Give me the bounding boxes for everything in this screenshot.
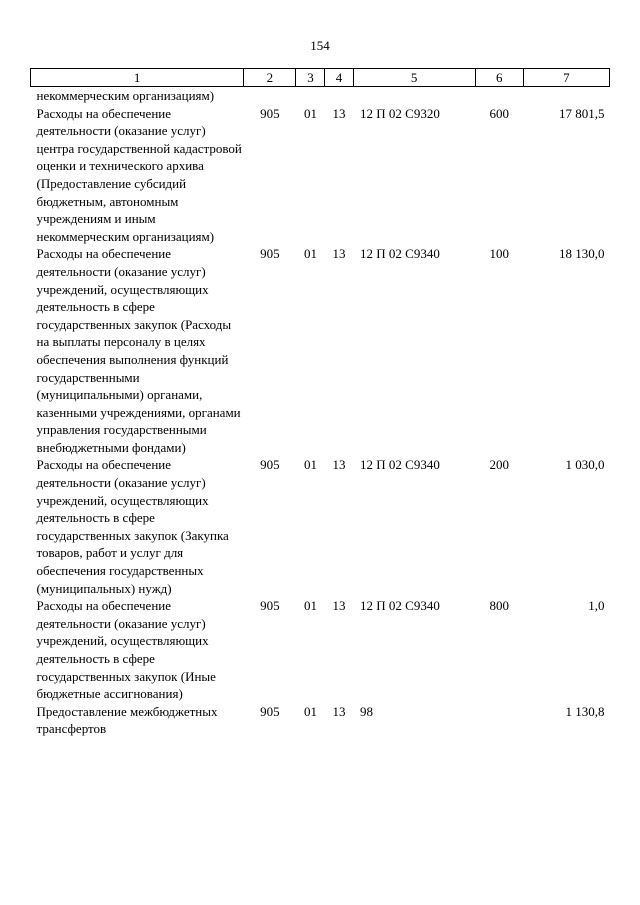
header-cell-section: 3	[296, 69, 325, 87]
cell-amount: 17 801,5	[559, 105, 605, 121]
page-number: 154	[310, 38, 330, 53]
cell-section: 01	[303, 598, 317, 614]
cell-ministry: 905	[260, 703, 280, 719]
cell-target-article	[353, 87, 475, 105]
table-row	[31, 105, 610, 246]
cell-section: 01	[303, 246, 317, 262]
header-cell-expense-type: 6	[475, 69, 523, 87]
cell-section: 01	[303, 105, 317, 121]
cell-subsection: 13	[332, 457, 346, 473]
header-cell-target-article: 5	[353, 69, 475, 87]
cell-section: 01	[303, 703, 317, 719]
table-body	[31, 87, 610, 738]
cell-subsection: 13	[332, 598, 346, 614]
cell-amount: 1 030,0	[565, 457, 605, 473]
table-row	[31, 597, 610, 703]
cell-expense-type: 200	[489, 457, 510, 473]
table-row-continuation	[31, 87, 610, 105]
cell-amount: 1 130,8	[565, 703, 605, 719]
cell-section: 01	[303, 457, 317, 473]
cell-name: Расходы на обеспечение деятельности (оказание услуг) учреждений, осуществляющих деятельность в сфере государственных закупок (Иные бюджетные ассигнования)	[36, 598, 216, 702]
cell-ministry: 905	[260, 457, 280, 473]
cell-target-article: 12 П 02 С9340	[360, 598, 440, 614]
cell-target-article: 98	[360, 703, 374, 719]
cell-ministry	[244, 87, 296, 105]
cell-expense-type	[475, 703, 523, 738]
cell-target-article: 12 П 02 С9340	[360, 457, 440, 473]
header-row	[31, 69, 610, 87]
cell-ministry: 905	[260, 598, 280, 614]
table-row	[31, 245, 610, 456]
header-cell-amount: 7	[523, 69, 609, 87]
cell-target-article: 12 П 02 С9320	[360, 105, 440, 121]
cell-expense-type: 600	[489, 105, 510, 121]
budget-table	[30, 68, 610, 738]
cell-name: Расходы на обеспечение деятельности (оказание услуг) учреждений, осуществляющих деятельность в сфере государственных закупок (Расходы на выплаты персоналу в целях обеспечения выполнения функций государственными (муниципальными) органами, казенными учреждениями, органами управления государственными внебюджетными фондами)	[36, 246, 241, 455]
cell-name: Предоставление межбюджетных трансфертов	[36, 703, 218, 737]
cell-expense-type: 100	[489, 246, 510, 262]
cell-target-article: 12 П 02 С9340	[360, 246, 440, 262]
cell-subsection: 13	[332, 703, 346, 719]
cell-subsection: 13	[332, 105, 346, 121]
table-header	[31, 69, 610, 87]
table-row	[31, 703, 610, 738]
cell-name: некоммерческим организациям)	[36, 88, 215, 103]
cell-name: Расходы на обеспечение деятельности (оказание услуг) учреждений, осуществляющих деятельность в сфере государственных закупок (Закупка товаров, работ и услуг для обеспечения государственных (муниципальных) нужд)	[36, 457, 229, 596]
cell-section	[296, 87, 325, 105]
cell-amount: 1,0	[588, 598, 605, 614]
cell-ministry: 905	[260, 246, 280, 262]
cell-expense-type: 800	[489, 598, 510, 614]
header-cell-subsection: 4	[325, 69, 353, 87]
cell-ministry: 905	[260, 105, 280, 121]
cell-subsection: 13	[332, 246, 346, 262]
cell-amount	[523, 87, 609, 105]
cell-amount: 18 130,0	[559, 246, 605, 262]
header-cell-ministry: 2	[244, 69, 296, 87]
cell-name: Расходы на обеспечение деятельности (оказание услуг) центра государственной кадастровой оценки и технического архива (Предоставление субсидий бюджетным, автономным учреждениям и иным некоммерческим организациям)	[36, 105, 242, 244]
cell-subsection	[325, 87, 353, 105]
table-row	[31, 456, 610, 597]
header-cell-name: 1	[31, 69, 244, 87]
cell-expense-type	[475, 87, 523, 105]
